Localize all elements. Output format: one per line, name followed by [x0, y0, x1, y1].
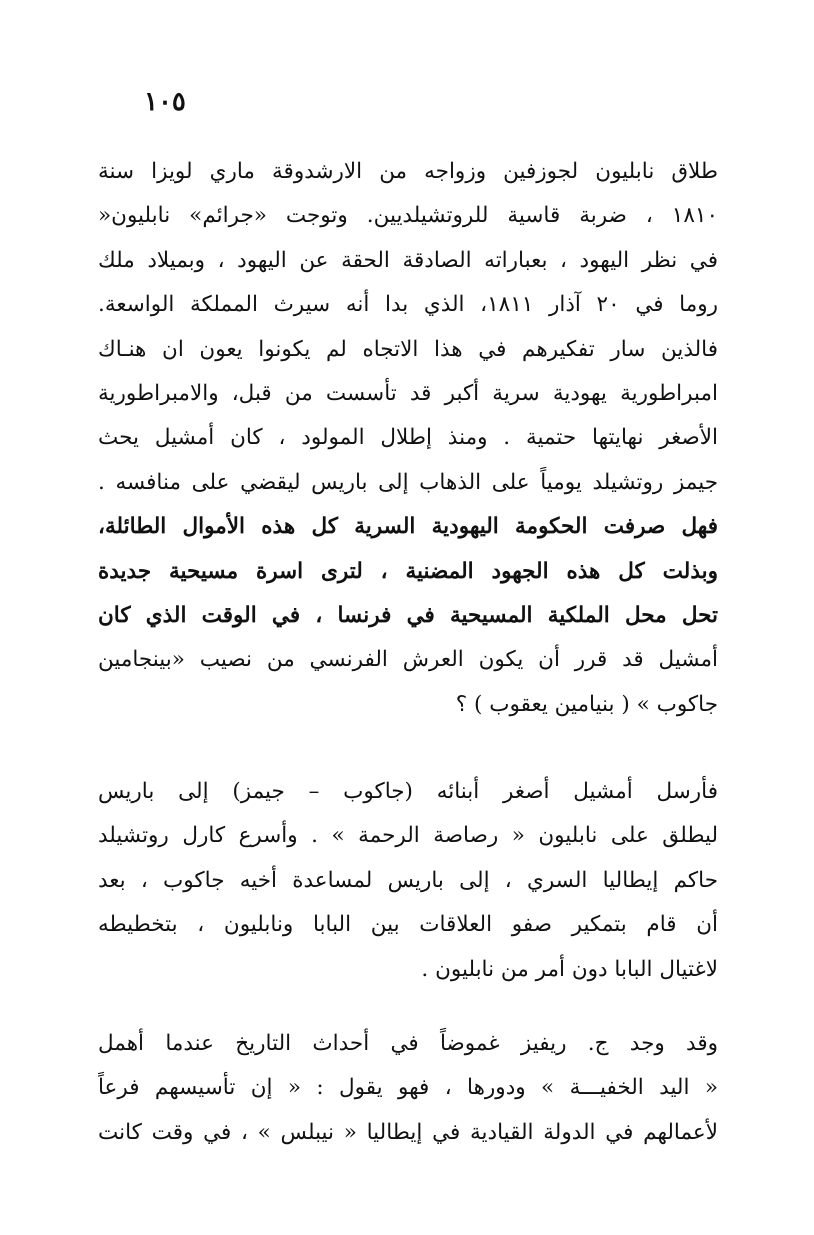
paragraph-3 [98, 1022, 718, 1155]
text-line: وبذلت كل هذه الجهود المضنية ، لترى اسرة مسيحية جديدة [98, 558, 718, 584]
text-line: في نظر اليهود ، بعباراته الصادقة الحقة عن اليهود ، وبميلاد ملك [98, 247, 718, 273]
text-line: جيمز روتشيلد يومياً على الذهاب إلى باريس ليقضي على منافسه . [98, 469, 718, 495]
text-line: لاغتيال البابا دون أمر من نابليون . [421, 956, 718, 982]
text-line: لأعمالهم في الدولة القيادية في إيطاليا « نيبلس » ، في وقت كانت [98, 1119, 718, 1145]
text-line: روما في ٢٠ آذار ١٨١١، الذي بدا أنه سيرث المملكة الواسعة. [98, 292, 718, 318]
text-line: امبراطورية يهودية سرية أكبر قد تأسست من قبل، والامبراطورية [98, 380, 718, 406]
text-line: فأرسل أمشيل أصغر أبنائه (جاكوب – جيمز) إلى باريس [98, 779, 718, 804]
text-line: حاكم إيطاليا السري ، إلى باريس لمساعدة أخيه جاكوب ، بعد [98, 867, 718, 893]
text-line: أن قام بتمكير صفو العلاقات بين البابا ونابليون ، بتخطيطه [98, 912, 718, 938]
paragraph-2 [98, 770, 718, 992]
text-line: فالذين سار تفكيرهم في هذا الاتجاه لم يكونوا يعون ان هنـاك [98, 336, 718, 362]
text-line: الأصغر نهايتها حتمية . ومنذ إطلال المولود ، كان أمشيل يحث [98, 425, 718, 451]
text-line: تحل محل الملكية المسيحية في فرنسا ، في الوقت الذي كان [98, 602, 718, 628]
text-line: ١٨١٠ ، ضربة قاسية للروتشيلديين. وتوجت «جرائم» نابليون« [98, 203, 718, 229]
paragraph-1 [98, 150, 718, 727]
text-line: طلاق نابليون لجوزفين وزواجه من الارشدوقة ماري لويزا سنة [98, 159, 718, 184]
text-line: أمشيل قد قرر أن يكون العرش الفرنسي من نصيب «بينجامين [98, 647, 718, 673]
page-number: ١٠٥ [144, 87, 186, 117]
text-line: وقد وجد ج. ريفيز غموضاً في أحداث التاريخ عندما أهمل [98, 1031, 718, 1056]
text-line: « اليد الخفيـــة » ودورها ، فهو يقول : « إن تأسيسهم فرعاً [98, 1075, 718, 1101]
text-line: ليطلق على نابليون « رصاصة الرحمة » . وأسرع كارل روتشيلد [98, 823, 718, 849]
text-line: فهل صرفت الحكومة اليهودية السرية كل هذه الأموال الطائلة، [98, 514, 718, 540]
text-line: جاكوب » ( بنيامين يعقوب ) ؟ [455, 691, 718, 717]
